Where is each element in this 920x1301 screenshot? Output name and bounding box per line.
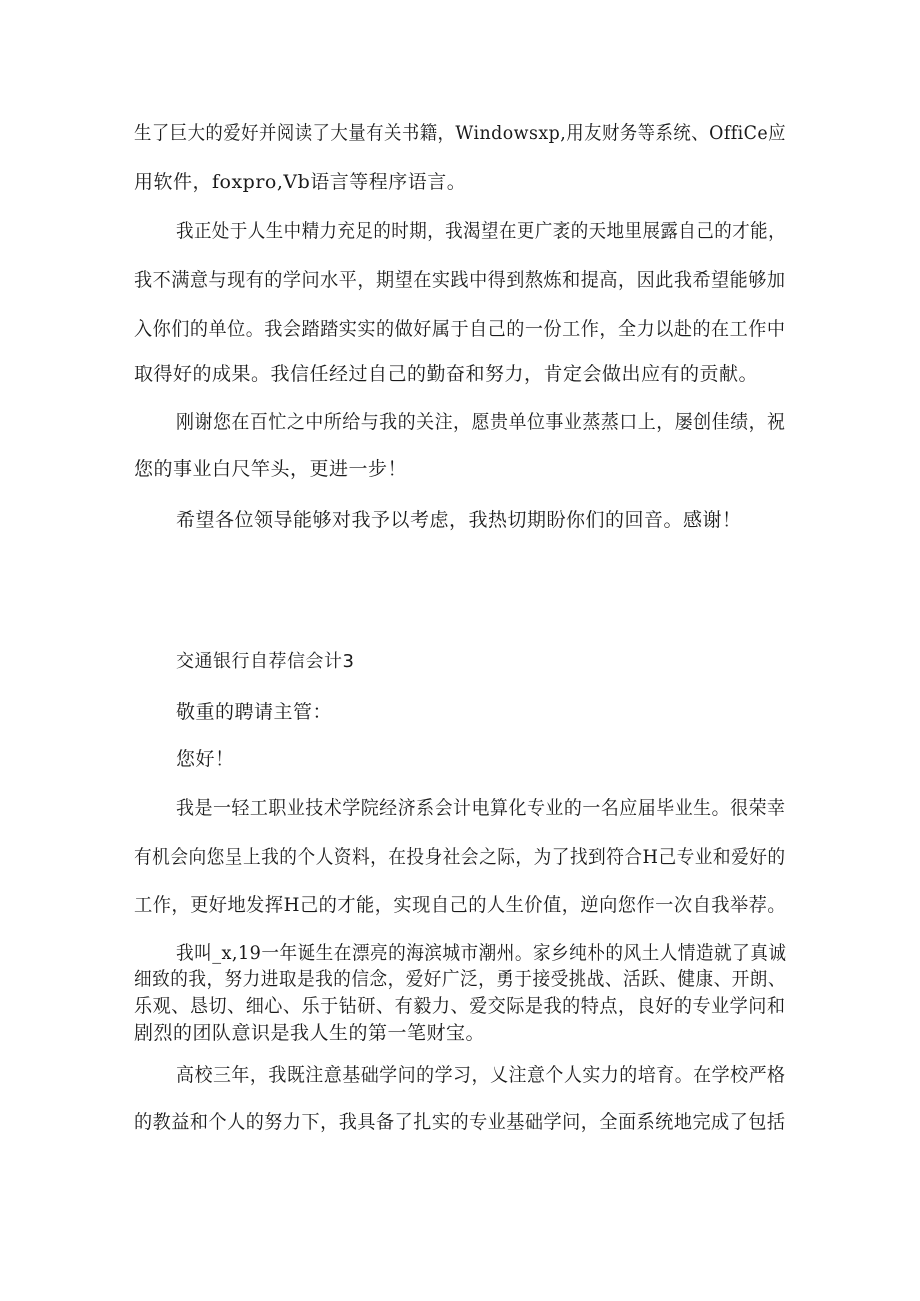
text-line: 您的事业白尺竿头，更进一步！: [134, 458, 408, 480]
text-line: 细致的我，努力进取是我的信念，爱好广泛，勇于接受挑战、活跃、健康、开朗、: [134, 968, 787, 990]
text-line: 刚谢您在百忙之中所给与我的关注，愿贵单位事业蒸蒸口上，屡创佳绩，祝: [176, 411, 786, 433]
salutation: 敬重的聘请主管：: [176, 701, 333, 723]
text-line: 用软件，foxpro,Vb语言等程序语言。: [134, 171, 467, 193]
text-line: 有机会向您呈上我的个人资料，在投身社会之际，为了找到符合H己专业和爱好的: [134, 846, 786, 868]
text-line: 的教益和个人的努力下，我具备了扎实的专业基础学问，全面系统地完成了包括: [134, 1111, 786, 1133]
text-line: 乐观、恳切、细心、乐于钻研、有毅力、爱交际是我的特点，良好的专业学问和: [134, 995, 786, 1017]
text-line: 我叫_x,19一年诞生在漂亮的海滨城市潮州。家乡纯朴的风土人情造就了真诚: [176, 942, 787, 964]
text-line: 我不满意与现有的学问水平，期望在实践中得到熬炼和提高，因此我希望能够加: [134, 269, 786, 291]
text-line: 入你们的单位。我会踏踏实实的做好属于自己的一份工作，全力以赴的在工作中: [134, 318, 786, 340]
greeting: 您好！: [176, 748, 235, 770]
text-line: 我是一轻工职业技术学院经济系会计电算化专业的一名应届毕业生。很荣幸: [176, 797, 786, 819]
letter-title: 交通银行自荐信会计3: [176, 651, 355, 672]
text-line: 取得好的成果。我信任经过自己的勤奋和努力，肯定会做出应有的贡献。: [134, 363, 759, 385]
text-line: 工作，更好地发挥H己的才能，实现自己的人生价值，逆向您作一次自我举荐。: [134, 894, 787, 916]
text-line: 希望各位领导能够对我予以考虑，我热切期盼你们的回音。感谢！: [176, 509, 742, 531]
text-line: 生了巨大的爱好并阅读了大量有关书籍，Windowsxp,用友财务等系统、OffiCe应: [134, 122, 787, 144]
text-line: 高校三年，我既注意基础学问的学习，乂注意个人实力的培育。在学校严格: [176, 1064, 786, 1086]
text-line: 我正处于人生中精力充足的时期，我渴望在更广袤的天地里展露自己的才能，: [176, 220, 787, 242]
text-line: 剧烈的团队意识是我人生的第一笔财宝。: [134, 1022, 486, 1044]
